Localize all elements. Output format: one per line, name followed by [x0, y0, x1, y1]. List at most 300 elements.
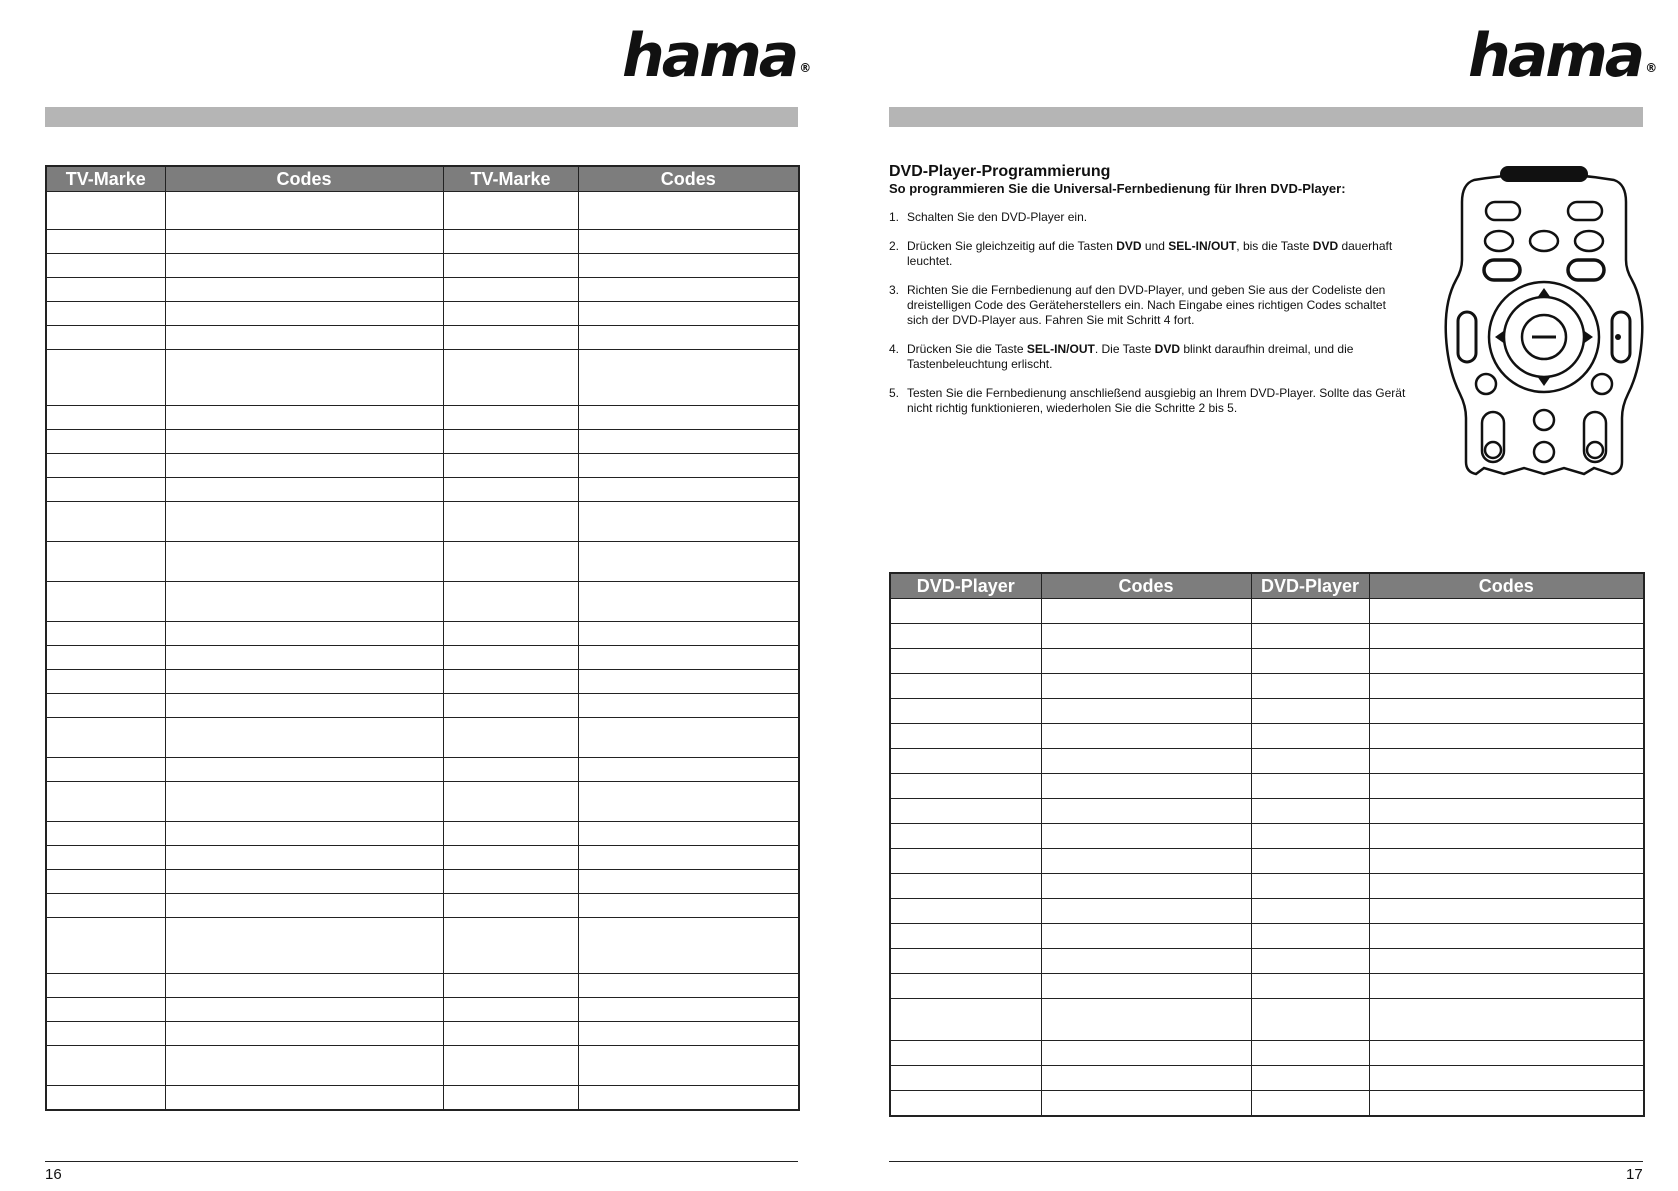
- tv-table-row: [46, 846, 799, 870]
- table-cell: [443, 192, 578, 230]
- table-cell: [46, 670, 165, 694]
- table-cell: [578, 326, 799, 350]
- tv-table-row: [46, 192, 799, 230]
- table-cell: [165, 870, 443, 894]
- table-cell: [165, 542, 443, 582]
- dvd-table-row: [890, 899, 1644, 924]
- dvd-brand-header: DVD-Player: [890, 573, 1041, 599]
- table-cell: [890, 974, 1041, 999]
- step-number: 4.: [889, 342, 900, 356]
- table-cell: [578, 478, 799, 502]
- table-cell: [1369, 899, 1644, 924]
- table-cell: [46, 350, 165, 406]
- dvd-table-row: [890, 774, 1644, 799]
- tv-table-row: [46, 278, 799, 302]
- table-cell: [1369, 1091, 1644, 1116]
- tv-table-row: [46, 1086, 799, 1110]
- step-number: 3.: [889, 283, 900, 297]
- table-cell: [165, 718, 443, 758]
- table-cell: [1251, 824, 1369, 849]
- step-fragment: und: [1141, 239, 1169, 253]
- step-fragment: blinkt daraufhin dreimal, und die Tastenbeleuchtung erlischt.: [907, 342, 1354, 371]
- table-cell: [443, 918, 578, 974]
- dvd-code-table: [889, 572, 1645, 1117]
- table-cell: [46, 622, 165, 646]
- table-cell: [578, 846, 799, 870]
- table-cell: [1369, 999, 1644, 1041]
- table-cell: [578, 542, 799, 582]
- step-fragment: Drücken Sie gleichzeitig auf die Tasten: [907, 239, 1117, 253]
- table-cell: [165, 918, 443, 974]
- table-cell: [165, 1086, 443, 1110]
- table-cell: [1369, 1041, 1644, 1066]
- dvd-table-header-row: [890, 573, 1644, 599]
- table-cell: [443, 478, 578, 502]
- tv-codes-header-2: Codes: [578, 166, 799, 192]
- table-cell: [165, 582, 443, 622]
- table-cell: [443, 622, 578, 646]
- table-cell: [165, 1022, 443, 1046]
- table-cell: [165, 670, 443, 694]
- table-cell: [578, 278, 799, 302]
- tv-table-row: [46, 254, 799, 278]
- tv-table-row: [46, 502, 799, 542]
- table-cell: [165, 254, 443, 278]
- table-cell: [1251, 749, 1369, 774]
- dvd-table-row: [890, 749, 1644, 774]
- table-cell: [165, 406, 443, 430]
- table-cell: [443, 582, 578, 622]
- tv-table-row: [46, 230, 799, 254]
- table-cell: [1369, 649, 1644, 674]
- tv-table-row: [46, 694, 799, 718]
- table-cell: [46, 870, 165, 894]
- table-cell: [443, 670, 578, 694]
- table-cell: [1369, 749, 1644, 774]
- table-cell: [578, 870, 799, 894]
- table-cell: [578, 974, 799, 998]
- table-cell: [46, 542, 165, 582]
- table-cell: [1369, 599, 1644, 624]
- dvd-table-row: [890, 874, 1644, 899]
- table-cell: [443, 1022, 578, 1046]
- dvd-table-row: [890, 1041, 1644, 1066]
- tv-table-row: [46, 718, 799, 758]
- table-cell: [578, 894, 799, 918]
- table-cell: [1369, 774, 1644, 799]
- step-fragment: Testen Sie die Fernbedienung anschließend ausgiebig an Ihrem DVD-Player. Sollte das Gerät nicht richtig funktionieren, wiederholen Sie die Schritte 2 bis 5.: [907, 386, 1406, 415]
- tv-table-row: [46, 782, 799, 822]
- table-cell: [165, 646, 443, 670]
- tv-table-row: [46, 670, 799, 694]
- step-number: 5.: [889, 386, 900, 400]
- table-cell: [1251, 974, 1369, 999]
- table-cell: [578, 1022, 799, 1046]
- table-cell: [165, 302, 443, 326]
- dvd-table-row: [890, 799, 1644, 824]
- table-cell: [578, 1086, 799, 1110]
- step-fragment: Drücken Sie die Taste: [907, 342, 1027, 356]
- table-cell: [1369, 1066, 1644, 1091]
- table-cell: [46, 326, 165, 350]
- table-cell: [578, 254, 799, 278]
- table-cell: [165, 1046, 443, 1086]
- table-cell: [165, 230, 443, 254]
- table-cell: [1251, 949, 1369, 974]
- table-cell: [443, 694, 578, 718]
- tv-table-row: [46, 326, 799, 350]
- table-cell: [443, 998, 578, 1022]
- table-cell: [890, 849, 1041, 874]
- table-cell: [165, 846, 443, 870]
- tv-table-row: [46, 406, 799, 430]
- step-fragment: . Die Taste: [1094, 342, 1155, 356]
- table-cell: [165, 822, 443, 846]
- table-cell: [443, 406, 578, 430]
- table-cell: [165, 350, 443, 406]
- step-text: [907, 283, 1409, 328]
- table-cell: [1251, 799, 1369, 824]
- table-cell: [890, 874, 1041, 899]
- tv-table-row: [46, 478, 799, 502]
- table-cell: [1251, 599, 1369, 624]
- table-cell: [46, 974, 165, 998]
- table-cell: [1251, 724, 1369, 749]
- table-cell: [890, 699, 1041, 724]
- table-cell: [1041, 749, 1251, 774]
- table-cell: [890, 774, 1041, 799]
- tv-table-row: [46, 822, 799, 846]
- table-cell: [165, 326, 443, 350]
- table-cell: [578, 646, 799, 670]
- dvd-table-row: [890, 924, 1644, 949]
- table-cell: [1041, 1091, 1251, 1116]
- table-cell: [443, 350, 578, 406]
- table-cell: [578, 350, 799, 406]
- table-cell: [46, 846, 165, 870]
- table-cell: [443, 758, 578, 782]
- table-cell: [46, 998, 165, 1022]
- tv-table-row: [46, 1022, 799, 1046]
- table-cell: [443, 718, 578, 758]
- table-cell: [443, 278, 578, 302]
- table-cell: [890, 749, 1041, 774]
- tv-table-row: [46, 758, 799, 782]
- step-text: [907, 342, 1409, 372]
- page-number-right: 17: [1626, 1166, 1643, 1183]
- instruction-steps: [889, 210, 1409, 416]
- dvd-table-row: [890, 1066, 1644, 1091]
- table-cell: [890, 674, 1041, 699]
- table-cell: [46, 406, 165, 430]
- table-cell: [1251, 1066, 1369, 1091]
- table-cell: [578, 430, 799, 454]
- table-cell: [443, 822, 578, 846]
- table-cell: [1251, 849, 1369, 874]
- table-cell: [1369, 824, 1644, 849]
- table-cell: [1041, 999, 1251, 1041]
- table-cell: [1369, 724, 1644, 749]
- step-keyword: DVD: [1116, 239, 1142, 253]
- table-cell: [46, 430, 165, 454]
- table-cell: [443, 326, 578, 350]
- table-cell: [443, 254, 578, 278]
- table-cell: [443, 230, 578, 254]
- tv-brand-header: TV-Marke: [46, 166, 165, 192]
- tv-table-row: [46, 302, 799, 326]
- step-keyword: DVD: [1154, 342, 1180, 356]
- table-cell: [1041, 774, 1251, 799]
- table-cell: [46, 782, 165, 822]
- table-cell: [1041, 724, 1251, 749]
- table-cell: [1251, 649, 1369, 674]
- table-cell: [165, 430, 443, 454]
- table-cell: [165, 622, 443, 646]
- table-cell: [1041, 649, 1251, 674]
- hama-logo-right: hama ®: [1468, 21, 1658, 91]
- tv-brand-header-2: TV-Marke: [443, 166, 578, 192]
- table-cell: [1369, 924, 1644, 949]
- table-cell: [578, 502, 799, 542]
- step-fragment: Richten Sie die Fernbedienung auf den DVD-Player, und geben Sie aus der Codeliste den dreistelligen Code des Geräteherstellers ein. Nach Eingabe eines richtigen Codes schaltet sich der DVD-Player aus. Fahren Sie mit Schritt 4 fort.: [907, 283, 1386, 327]
- tv-table-header-row: [46, 166, 799, 192]
- table-cell: [1369, 949, 1644, 974]
- table-cell: [890, 924, 1041, 949]
- table-cell: [46, 192, 165, 230]
- table-cell: [1251, 999, 1369, 1041]
- table-cell: [46, 694, 165, 718]
- table-cell: [890, 824, 1041, 849]
- step-text: [907, 239, 1409, 269]
- dvd-codes-header: Codes: [1041, 573, 1251, 599]
- table-cell: [46, 718, 165, 758]
- table-cell: [578, 782, 799, 822]
- table-cell: [165, 894, 443, 918]
- dvd-section-subtitle: So programmieren Sie die Universal-Fernbedienung für Ihren DVD-Player:: [889, 181, 1346, 196]
- table-cell: [46, 302, 165, 326]
- table-cell: [1251, 774, 1369, 799]
- instruction-step: [889, 239, 1409, 269]
- table-cell: [46, 454, 165, 478]
- table-cell: [578, 454, 799, 478]
- step-number: 1.: [889, 210, 900, 224]
- table-cell: [165, 454, 443, 478]
- table-cell: [578, 302, 799, 326]
- table-cell: [890, 999, 1041, 1041]
- table-cell: [578, 1046, 799, 1086]
- step-fragment: Schalten Sie den DVD-Player ein.: [907, 210, 1088, 224]
- table-cell: [443, 846, 578, 870]
- table-cell: [1369, 674, 1644, 699]
- table-cell: [1251, 924, 1369, 949]
- dvd-codes-header-2: Codes: [1369, 573, 1644, 599]
- step-keyword: DVD: [1312, 239, 1339, 253]
- table-cell: [1369, 624, 1644, 649]
- table-cell: [1251, 899, 1369, 924]
- instruction-step: [889, 283, 1409, 328]
- table-cell: [165, 502, 443, 542]
- table-cell: [443, 1086, 578, 1110]
- table-cell: [165, 782, 443, 822]
- table-cell: [578, 998, 799, 1022]
- step-text: [907, 386, 1409, 416]
- table-cell: [165, 278, 443, 302]
- table-cell: [1041, 924, 1251, 949]
- step-fragment: dauerhaft leuchtet.: [907, 239, 1393, 268]
- table-cell: [46, 230, 165, 254]
- tv-table-row: [46, 622, 799, 646]
- page-number-left: 16: [45, 1166, 62, 1183]
- table-cell: [165, 478, 443, 502]
- table-cell: [1251, 1041, 1369, 1066]
- table-cell: [46, 278, 165, 302]
- footer-line-right: [889, 1161, 1643, 1162]
- table-cell: [443, 1046, 578, 1086]
- tv-table-row: [46, 894, 799, 918]
- table-cell: [443, 894, 578, 918]
- tv-table-row: [46, 430, 799, 454]
- tv-codes-header: Codes: [165, 166, 443, 192]
- table-cell: [46, 894, 165, 918]
- table-cell: [443, 502, 578, 542]
- table-cell: [1041, 674, 1251, 699]
- table-cell: [1251, 699, 1369, 724]
- table-cell: [578, 192, 799, 230]
- table-cell: [890, 1041, 1041, 1066]
- table-cell: [890, 1091, 1041, 1116]
- table-cell: [1041, 1066, 1251, 1091]
- table-cell: [46, 1086, 165, 1110]
- dvd-table-row: [890, 824, 1644, 849]
- footer-line-left: [45, 1161, 798, 1162]
- step-keyword: SEL-IN/OUT: [1026, 342, 1095, 356]
- table-cell: [1041, 874, 1251, 899]
- table-cell: [1041, 624, 1251, 649]
- dvd-table-row: [890, 999, 1644, 1041]
- table-cell: [1369, 699, 1644, 724]
- table-cell: [578, 694, 799, 718]
- table-cell: [1251, 624, 1369, 649]
- table-cell: [578, 582, 799, 622]
- tv-table-row: [46, 998, 799, 1022]
- table-cell: [1251, 674, 1369, 699]
- table-cell: [46, 1046, 165, 1086]
- dvd-instructions: [889, 163, 1409, 430]
- tv-table-row: [46, 646, 799, 670]
- dvd-section-title: DVD-Player-Programmierung: [889, 163, 1111, 180]
- table-cell: [1369, 974, 1644, 999]
- hama-logo-left: hama ®: [622, 21, 812, 91]
- table-cell: [165, 974, 443, 998]
- table-cell: [1041, 974, 1251, 999]
- dvd-table-row: [890, 624, 1644, 649]
- table-cell: [578, 406, 799, 430]
- table-cell: [1041, 849, 1251, 874]
- table-cell: [443, 542, 578, 582]
- table-cell: [1041, 699, 1251, 724]
- table-cell: [443, 782, 578, 822]
- table-cell: [46, 502, 165, 542]
- table-cell: [165, 758, 443, 782]
- table-cell: [46, 478, 165, 502]
- table-cell: [578, 622, 799, 646]
- table-cell: [1041, 899, 1251, 924]
- dvd-table-row: [890, 699, 1644, 724]
- table-cell: [1251, 874, 1369, 899]
- table-cell: [165, 998, 443, 1022]
- dvd-table-row: [890, 949, 1644, 974]
- table-cell: [46, 646, 165, 670]
- tv-table-row: [46, 350, 799, 406]
- table-cell: [578, 718, 799, 758]
- table-cell: [443, 302, 578, 326]
- dvd-table-row: [890, 649, 1644, 674]
- step-text: [907, 210, 1087, 225]
- table-cell: [1369, 849, 1644, 874]
- table-cell: [443, 454, 578, 478]
- table-cell: [1041, 1041, 1251, 1066]
- step-number: 2.: [889, 239, 900, 253]
- table-cell: [165, 694, 443, 718]
- table-cell: [165, 192, 443, 230]
- dvd-table-row: [890, 974, 1644, 999]
- table-cell: [1041, 824, 1251, 849]
- table-cell: [46, 1022, 165, 1046]
- table-cell: [578, 822, 799, 846]
- dvd-table-row: [890, 849, 1644, 874]
- dvd-brand-header-2: DVD-Player: [1251, 573, 1369, 599]
- tv-table-row: [46, 870, 799, 894]
- tv-table-row: [46, 1046, 799, 1086]
- table-cell: [443, 646, 578, 670]
- dvd-table-row: [890, 599, 1644, 624]
- step-fragment: , bis die Taste: [1236, 239, 1313, 253]
- dvd-table-row: [890, 674, 1644, 699]
- tv-table-row: [46, 542, 799, 582]
- table-cell: [443, 870, 578, 894]
- table-cell: [890, 799, 1041, 824]
- table-cell: [890, 649, 1041, 674]
- table-cell: [443, 974, 578, 998]
- tv-table-row: [46, 918, 799, 974]
- tv-code-table: [45, 165, 800, 1111]
- tv-table-row: [46, 582, 799, 622]
- table-cell: [890, 624, 1041, 649]
- table-cell: [1041, 949, 1251, 974]
- table-cell: [46, 254, 165, 278]
- remote-control-illustration: [1444, 162, 1644, 482]
- instruction-step: [889, 342, 1409, 372]
- header-bar-right: [889, 107, 1643, 127]
- instruction-step: [889, 210, 1409, 225]
- instruction-step: [889, 386, 1409, 416]
- table-cell: [1369, 874, 1644, 899]
- table-cell: [890, 949, 1041, 974]
- table-cell: [578, 230, 799, 254]
- table-cell: [1251, 1091, 1369, 1116]
- tv-table-row: [46, 974, 799, 998]
- table-cell: [578, 758, 799, 782]
- table-cell: [46, 918, 165, 974]
- table-cell: [46, 582, 165, 622]
- dvd-table-row: [890, 1091, 1644, 1116]
- table-cell: [890, 899, 1041, 924]
- table-cell: [578, 670, 799, 694]
- table-cell: [578, 918, 799, 974]
- dvd-table-row: [890, 724, 1644, 749]
- tv-table-row: [46, 454, 799, 478]
- table-cell: [1041, 599, 1251, 624]
